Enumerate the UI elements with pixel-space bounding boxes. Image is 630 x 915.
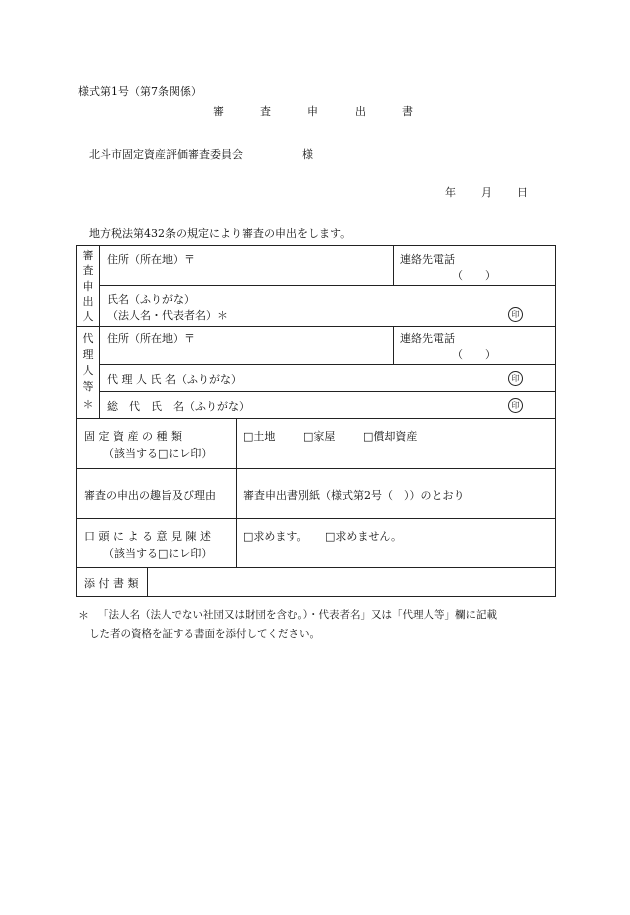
- side-label-char: 理: [82, 348, 94, 361]
- asset-land-checkbox[interactable]: □土地: [243, 430, 276, 443]
- addressee-committee: 北斗市固定資産評価審査委員会: [89, 148, 243, 161]
- oral-decline-checkbox[interactable]: □求めません。: [325, 530, 403, 543]
- attachments-field[interactable]: [148, 568, 554, 596]
- reason-label: 審査の申出の趣旨及び理由: [84, 489, 216, 502]
- oral-statement-sub-label: （該当する□にレ印）: [103, 547, 213, 560]
- applicant-address-field[interactable]: 住所（所在地）〒: [107, 253, 195, 266]
- footnote-line-1: 「法人名（法人でない社団又は財団を含む。）・代表者名」又は「代理人等」欄に記載: [98, 609, 497, 621]
- applicant-phone-label: 連絡先電話: [400, 253, 455, 266]
- side-label-char: 査: [82, 264, 94, 277]
- asset-type-label: 固 定 資 産 の 種 類: [84, 430, 182, 443]
- side-label-char: ＊: [82, 398, 94, 411]
- seal-icon: 印: [508, 398, 523, 413]
- title-char: 書: [402, 105, 413, 118]
- agent-phone-label: 連絡先電話: [400, 332, 455, 345]
- footnote-mark: ＊: [78, 609, 89, 622]
- side-label-char: 代: [82, 332, 94, 345]
- asset-house-checkbox[interactable]: □家屋: [303, 430, 336, 443]
- applicant-name-field[interactable]: 氏名（ふりがな）: [107, 293, 195, 306]
- asset-depreciable-checkbox[interactable]: □償却資産: [363, 430, 418, 443]
- oral-request-checkbox[interactable]: □求めます。: [243, 530, 308, 543]
- side-label-char: 出: [82, 295, 94, 308]
- attachments-label: 添 付 書 類: [84, 577, 139, 590]
- side-label-char: 審: [82, 249, 94, 262]
- date-day-field[interactable]: 日: [517, 186, 528, 199]
- title-char: 申: [307, 105, 318, 118]
- side-label-char: 人: [82, 310, 94, 323]
- seal-icon: 印: [508, 307, 523, 322]
- intro-text: 地方税法第432条の規定により審査の申出をします。: [89, 227, 352, 240]
- seal-icon: 印: [508, 371, 523, 386]
- representative-name-field[interactable]: 総 代 氏 名（ふりがな）: [107, 400, 250, 413]
- title-char: 査: [260, 105, 271, 118]
- footnote-line-2: した者の資格を証する書面を添付してください。: [89, 628, 320, 640]
- addressee-honorific: 様: [302, 148, 313, 161]
- side-label-char: 申: [82, 280, 94, 293]
- side-label-char: 等: [82, 380, 94, 393]
- date-year-field[interactable]: 年: [445, 186, 456, 199]
- title-char: 出: [355, 105, 366, 118]
- agent-phone-field[interactable]: （ ）: [452, 348, 496, 361]
- asset-type-sub-label: （該当する□にレ印）: [103, 447, 213, 460]
- agent-name-field[interactable]: 代 理 人 氏 名（ふりがな）: [107, 373, 242, 386]
- applicant-name-sub-label: （法人名・代表者名）＊: [107, 309, 228, 322]
- applicant-phone-field[interactable]: （ ）: [452, 269, 496, 282]
- form-number: 様式第1号（第7条関係）: [78, 85, 202, 98]
- agent-address-field[interactable]: 住所（所在地）〒: [107, 332, 195, 345]
- title-char: 審: [213, 105, 224, 118]
- date-month-field[interactable]: 月: [481, 186, 492, 199]
- side-label-char: 人: [82, 364, 94, 377]
- reason-value[interactable]: 審査申出書別紙（様式第2号（ ））のとおり: [243, 489, 465, 502]
- oral-statement-label: 口 頭 に よ る 意 見 陳 述: [84, 530, 211, 543]
